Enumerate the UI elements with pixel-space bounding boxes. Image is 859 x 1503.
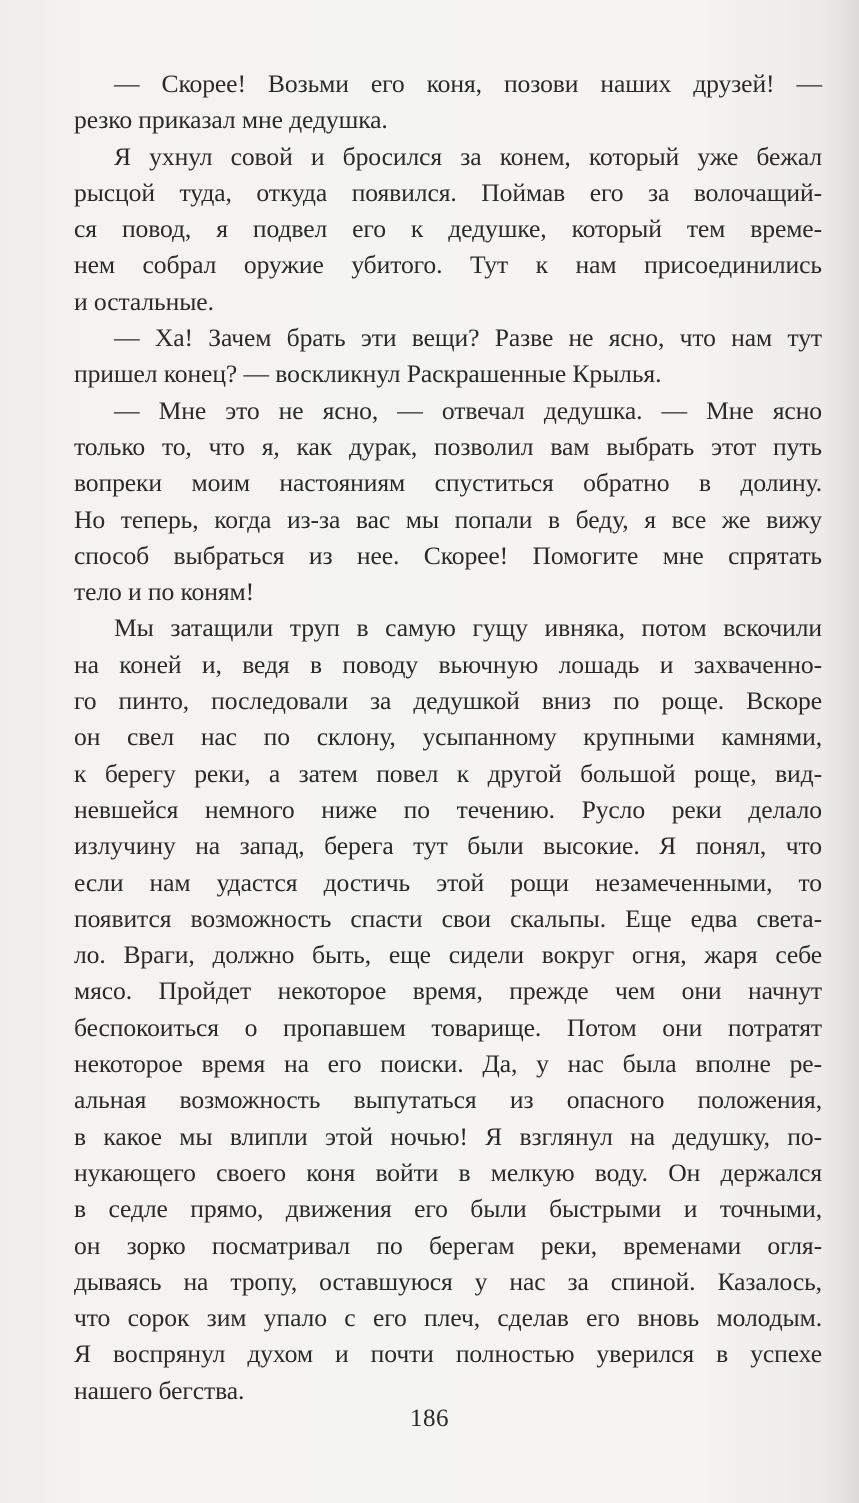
text-line: только то, что я, как дурак, позволил вам выбрать этот путь: [74, 431, 822, 461]
text-line: что сорок зим упало с его плеч, сделав его вновь молодым.: [74, 1303, 822, 1333]
body-text: [74, 66, 822, 1409]
text-line: дываясь на тропу, оставшуюся у нас за спиной. Казалось,: [74, 1266, 822, 1296]
text-line: способ выбраться из нее. Скорее! Помогите мне спрятать: [74, 540, 822, 570]
text-line: мясо. Пройдет некоторое время, прежде чем они начнут: [74, 976, 822, 1006]
text-line: появится возможность спасти свои скальпы. Еще едва света-: [74, 903, 822, 933]
text-line: он свел нас по склону, усыпанному крупными камнями,: [74, 722, 822, 752]
text-line: рысцой туда, откуда появился. Поймав его за волочащий-: [74, 177, 822, 207]
text-line: нем собрал оружие убитого. Тут к нам присоединились: [74, 250, 822, 280]
text-line: ло. Враги, должно быть, еще сидели вокруг огня, жаря себе: [74, 940, 822, 970]
text-line: беспокоиться о пропавшем товарище. Потом они потратят: [74, 1012, 822, 1042]
text-line: некоторое время на его поиски. Да, у нас была вполне ре-: [74, 1049, 822, 1079]
text-line: — Мне это не ясно, — отвечал дедушка. — Мне ясно: [114, 395, 822, 425]
text-line: он зорко посматривал по берегам реки, временами огля-: [74, 1230, 822, 1260]
text-line: и остальные.: [74, 286, 214, 316]
text-line: го пинто, последовали за дедушкой вниз по роще. Вскоре: [74, 686, 822, 716]
text-line: вопреки моим настояниям спуститься обратно в долину.: [74, 468, 822, 498]
text-line: пришел конец? — воскликнул Раскрашенные Крылья.: [74, 359, 662, 389]
text-line: тело и по коням!: [74, 577, 255, 607]
text-line: Но теперь, когда из-за вас мы попали в беду, я все же вижу: [74, 504, 822, 534]
text-line: Мы затащили труп в самую гущу ивняка, потом вскочили: [114, 613, 822, 643]
paragraph-2: [74, 139, 822, 320]
paragraph-3: [74, 320, 822, 393]
text-line: Я воспрянул духом и почти полностью уверился в успехе: [74, 1339, 822, 1369]
text-line: если нам удастся достичь этой рощи незамеченными, то: [74, 867, 822, 897]
text-line: — Ха! Зачем брать эти вещи? Разве не ясно, что нам тут: [114, 323, 822, 353]
text-line: к берегу реки, а затем повел к другой большой роще, вид-: [74, 758, 822, 788]
paragraph-4: [74, 393, 822, 611]
text-line: резко приказал мне дедушка.: [74, 105, 388, 135]
text-line: нашего бегства.: [74, 1375, 245, 1405]
text-line: нукающего своего коня войти в мелкую воду. Он держался: [74, 1157, 822, 1187]
paragraph-5: [74, 610, 822, 1409]
text-line: — Скорее! Возьми его коня, позови наших друзей! —: [114, 69, 822, 98]
text-line: в седле прямо, движения его были быстрыми и точными,: [74, 1194, 822, 1224]
text-line: на коней и, ведя в поводу вьючную лошадь и захваченно-: [74, 649, 822, 679]
text-line: альная возможность выпутаться из опасного положения,: [74, 1085, 822, 1115]
text-line: излучину на запад, берега тут были высокие. Я понял, что: [74, 831, 822, 861]
text-line: невшейся немного ниже по течению. Русло реки делало: [74, 794, 822, 824]
text-line: ся повод, я подвел его к дедушке, который тем време-: [74, 214, 822, 244]
text-line: Я ухнул совой и бросился за конем, который уже бежал: [114, 141, 822, 171]
text-line: в какое мы влипли этой ночью! Я взглянул на дедушку, по-: [74, 1121, 822, 1151]
paragraph-1: [74, 66, 822, 139]
page-number: 186: [410, 1405, 449, 1432]
